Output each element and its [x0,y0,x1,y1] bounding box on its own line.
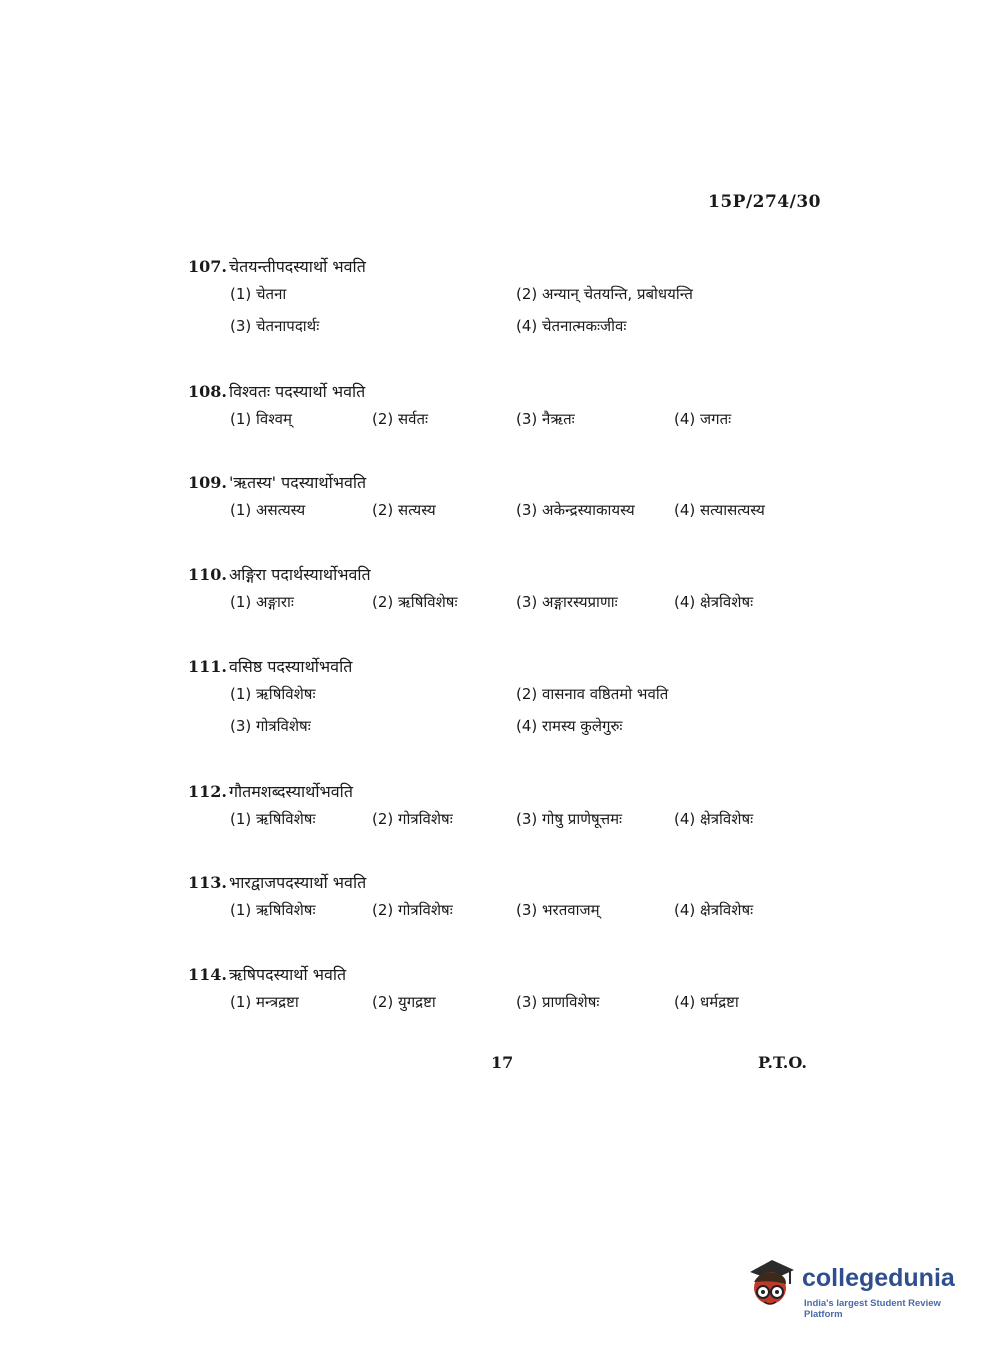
option-3: (3) प्राणविशेषः [516,993,600,1011]
option-3: (3) अङ्गारस्यप्राणाः [516,593,618,611]
option-4: (4) धर्मद्रष्टा [674,993,739,1011]
option-1: (1) अङ्गाराः [230,593,294,611]
please-turn-over: P.T.O. [758,1053,807,1072]
option-4: (4) क्षेत्रविशेषः [674,901,754,919]
question-text: अङ्गिरा पदार्थस्यार्थोभवति [228,565,371,584]
option-4: (4) क्षेत्रविशेषः [674,593,754,611]
question-number: 110. [188,564,227,584]
question-text: भारद्वाजपदस्यार्थो भवति [228,873,367,892]
option-3: (3) गोषु प्राणेषूत्तमः [516,810,623,828]
question-text: वसिष्ठ पदस्यार्थोभवति [228,657,353,676]
brand-tagline: India's largest Student Review Platform [804,1298,941,1320]
option-2: (2) गोत्रविशेषः [372,901,453,919]
option-1: (1) मन्त्रद्रष्टा [230,993,299,1011]
mascot-logo-icon [742,1250,802,1316]
option-4: (4) क्षेत्रविशेषः [674,810,754,828]
option-2: (2) सर्वतः [372,410,429,428]
question-text: ऋषिपदस्यार्थो भवति [228,965,347,984]
collegedunia-watermark [742,1250,972,1320]
option-4: (4) चेतनात्मकःजीवः [516,317,627,335]
question-112 [188,777,848,837]
question-number: 108. [188,381,227,401]
option-2: (2) सत्यस्य [372,501,436,519]
question-number: 111. [188,656,227,676]
option-3: (3) चेतनापदार्थः [230,317,320,335]
option-4: (4) सत्यासत्यस्य [674,501,765,519]
option-3: (3) भरतवाजम् [516,901,600,919]
option-3: (3) नैऋतः [516,410,575,428]
option-3: (3) अकेन्द्रस्याकायस्य [516,501,635,519]
option-2: (2) युगद्रष्टा [372,993,436,1011]
question-text: चेतयन्तीपदस्यार्थो भवति [228,257,366,276]
question-number: 114. [188,964,227,984]
option-1: (1) ऋषिविशेषः [230,810,316,828]
option-1: (1) ऋषिविशेषः [230,685,316,703]
option-1: (1) विश्वम् [230,410,292,428]
option-1: (1) असत्यस्य [230,501,306,519]
brand-name: collegedunia [802,1264,955,1292]
question-text: 'ऋतस्य' पदस्यार्थोभवति [228,473,367,492]
question-text: गौतमशब्दस्यार्थोभवति [228,782,353,801]
option-2: (2) गोत्रविशेषः [372,810,453,828]
question-107 [188,252,848,344]
question-number: 109. [188,472,227,492]
page-number: 17 [491,1053,514,1072]
question-108 [188,377,848,437]
question-text: विश्वतः पदस्यार्थो भवति [228,382,366,401]
question-110 [188,560,848,620]
question-114 [188,960,848,1020]
question-109 [188,468,848,528]
paper-code: 15P/274/30 [708,192,822,212]
question-number: 107. [188,256,227,276]
option-2: (2) ऋषिविशेषः [372,593,458,611]
option-2: (2) वासनाव वष्ठितमो भवति [516,685,669,703]
option-4: (4) रामस्य कुलेगुरुः [516,717,623,735]
option-1: (1) चेतना [230,285,287,303]
question-number: 113. [188,872,227,892]
question-number: 112. [188,781,227,801]
option-2: (2) अन्यान् चेतयन्ति, प्रबोधयन्ति [516,285,693,303]
option-1: (1) ऋषिविशेषः [230,901,316,919]
question-111 [188,652,848,744]
option-4: (4) जगतः [674,410,732,428]
option-3: (3) गोत्रविशेषः [230,717,311,735]
question-113 [188,868,848,928]
